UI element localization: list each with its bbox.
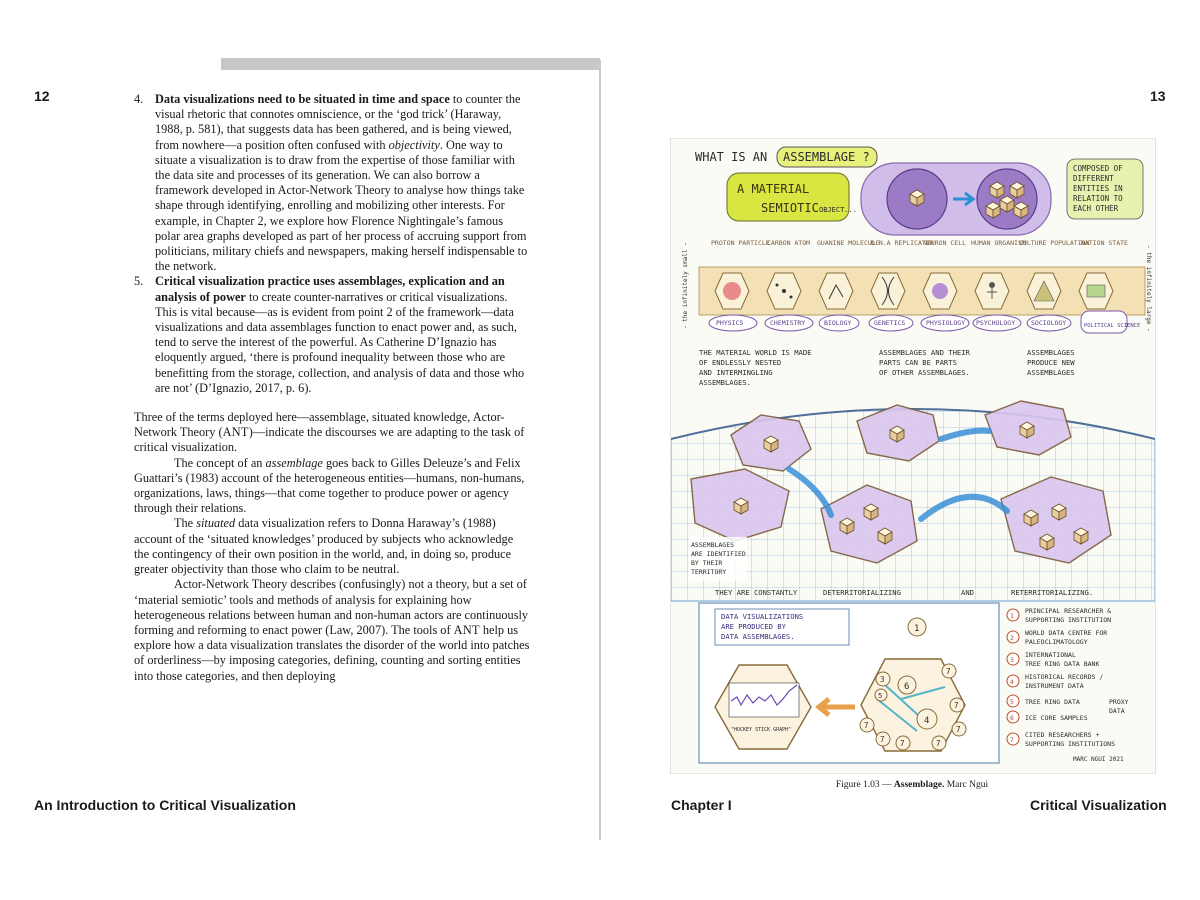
list-text: to create counter-narratives or critical visualizations. This is vital because—as is evident from point 2 of the framework—data visualizations and data assemblages function to enact power and, as such, tend to serve the interest of the powerful. As Catherine D’Ignazio has eloquently argued, ‘there is profound inequality between those who are benefitting from the storage, collection, and analysis of data and those who are not’ (D’Ignazio, 2017, p. 6). [155,289,525,395]
svg-text:ICE CORE SAMPLES: ICE CORE SAMPLES [1025,714,1088,722]
svg-text:PHYSIOLOGY: PHYSIOLOGY [926,319,966,327]
svg-text:TERRITORY: TERRITORY [691,568,727,576]
svg-text:PALEOCLIMATOLOGY: PALEOCLIMATOLOGY [1025,638,1088,646]
figure-caption: Figure 1.03 — Assemblage. Marc Ngui [835,780,989,790]
svg-text:1: 1 [1010,612,1014,620]
svg-text:NATION STATE: NATION STATE [1081,239,1128,247]
svg-text:PROXY: PROXY [1109,698,1129,706]
list-item [134,92,530,274]
svg-text:2: 2 [1010,634,1014,642]
legend [1007,607,1129,748]
svg-text:OF OTHER ASSEMBLAGES.: OF OTHER ASSEMBLAGES. [879,368,970,377]
top-rule [221,58,600,70]
svg-text:3: 3 [880,675,885,684]
svg-text:7: 7 [900,739,905,748]
list-item [134,274,530,396]
svg-text:PROTON PARTICLE: PROTON PARTICLE [711,239,770,247]
svg-text:OF ENDLESSLY NESTED: OF ENDLESSLY NESTED [699,358,782,367]
svg-text:ASSEMBLAGES.: ASSEMBLAGES. [699,378,751,387]
body-text [134,92,530,684]
svg-text:7: 7 [954,701,959,710]
list-lead: Critical visualization practice uses assemblages, explication and an analysis of power [155,274,505,304]
list-text: . One way to situate a visualization is to draw from the expertise of those familiar with the data site and processes of its generation. We can also borrow a framework developed in Actor-Network Theory to analyse how things take shape through identifying, enrolling and mobilizing other interests. For example, in Chapter 2, we explore how Florence Nightingale’s famous polar area graphs developed as part of her process of accruing support from politicians, military chiefs and newspapers, making herself indispensable to the network. [155,137,528,274]
list-lead: Data visualizations need to be situated in time and space [155,92,450,106]
svg-text:ASSEMBLAGES: ASSEMBLAGES [691,541,735,549]
svg-text:PSYCHOLOGY: PSYCHOLOGY [976,319,1016,327]
svg-text:CARBON ATOM: CARBON ATOM [767,239,811,247]
statement-produce [1027,348,1075,377]
svg-text:RETERRITORIALIZING.: RETERRITORIALIZING. [1011,588,1094,597]
paragraph: The concept of an assemblage goes back to Gilles Deleuze’s and Felix Guattari’s (1983) account of the heterogeneous entities—humans, non-humans, organizations, laws, things—that come together to produce power or agency through their relations. [134,455,525,516]
svg-text:7: 7 [864,721,869,730]
svg-text:THE MATERIAL WORLD IS MADE: THE MATERIAL WORLD IS MADE [699,348,812,357]
svg-text:BIOLOGY: BIOLOGY [824,319,852,327]
artist-signature: MARC NGUI 2021 [1073,756,1124,763]
page-number-right: 13 [1150,88,1166,104]
svg-text:7: 7 [1010,736,1014,744]
svg-text:SUPPORTING INSTITUTIONS: SUPPORTING INSTITUTIONS [1025,740,1116,748]
svg-text:HISTORICAL RECORDS /: HISTORICAL RECORDS / [1025,673,1104,681]
svg-text:5: 5 [1010,698,1014,706]
svg-text:TREE RING DATA BANK: TREE RING DATA BANK [1025,660,1100,668]
svg-text:PRINCIPAL RESEARCHER &: PRINCIPAL RESEARCHER & [1025,607,1112,615]
composed-of-label: COMPOSED OF DIFFERENT ENTITIES IN RELATION TO EACH OTHER [1073,164,1123,213]
paragraph: Actor-Network Theory describes (confusingly) not a theory, but a set of ‘material semiotic’ tools and methods of analysis for explaining how heterogeneous relations between human and non-human actors are continuously forming and reforming to enact power (Law, 2007). The tools of ANT help us explore how a data visualization translates the disorder of the world into patches of orderliness—by imposing categories, defining, counting and sorting entities into those categories, and then deploying [134,577,530,683]
statement-material-world [699,348,812,387]
svg-text:1: 1 [914,624,920,634]
paragraph: The situated data visualization refers to Donna Haraway’s (1988) account of the ‘situated knowledges’ produced by subjects who acknowledge the contingency of their own position in the world, and, in doing so, produce greater objectivity than those who claim to be neutral. [134,516,514,577]
svg-text:ASSEMBLAGES: ASSEMBLAGES [1027,348,1075,357]
footer-chapter-title: Critical Visualization [1030,797,1167,813]
svg-text:THEY ARE CONSTANTLY: THEY ARE CONSTANTLY [715,588,798,597]
svg-text:6: 6 [1010,714,1014,722]
svg-text:PARTS CAN BE PARTS: PARTS CAN BE PARTS [879,358,957,367]
svg-text:D.N.A REPLICATOR: D.N.A REPLICATOR [871,239,934,247]
label-material: A MATERIAL [737,182,810,196]
svg-text:TREE RING DATA: TREE RING DATA [1025,698,1080,706]
svg-text:AND: AND [961,588,974,597]
hockey-stick-label: "HOCKEY STICK GRAPH" [731,727,792,733]
page-number-left: 12 [34,88,50,104]
title-assemblage: ASSEMBLAGE ? [783,150,870,164]
svg-text:7: 7 [880,735,885,744]
svg-text:ARE IDENTIFIED: ARE IDENTIFIED [691,550,746,558]
svg-text:ASSEMBLAGES: ASSEMBLAGES [1027,368,1075,377]
svg-text:NEURON CELL: NEURON CELL [923,239,967,247]
svg-text:INSTRUMENT DATA: INSTRUMENT DATA [1025,682,1084,690]
svg-text:ASSEMBLAGES AND THEIR: ASSEMBLAGES AND THEIR [879,348,970,357]
label-object: OBJECT... [819,206,857,214]
svg-text:6: 6 [904,682,910,692]
side-label-small: - the infinitely small - [682,242,689,329]
svg-text:CULTURE POPULATION: CULTURE POPULATION [1019,239,1090,247]
svg-text:CITED RESEARCHERS +: CITED RESEARCHERS + [1025,731,1100,739]
svg-text:HUMAN ORGANISM: HUMAN ORGANISM [971,239,1026,247]
label-semiotic: SEMIOTIC [761,201,819,215]
svg-text:PRODUCE NEW: PRODUCE NEW [1027,358,1075,367]
emphasis: objectivity [388,137,440,152]
side-label-large: - the infinitely large - [1145,245,1152,332]
svg-text:SOCIOLOGY: SOCIOLOGY [1031,319,1067,327]
svg-text:AND INTERMINGLING: AND INTERMINGLING [699,368,773,377]
svg-text:4: 4 [924,716,930,726]
svg-text:SUPPORTING INSTITUTION: SUPPORTING INSTITUTION [1025,616,1112,624]
svg-text:7: 7 [936,739,941,748]
svg-text:INTERNATIONAL: INTERNATIONAL [1025,651,1076,659]
scale-labels [711,239,1128,247]
list-text: to counter the visual rhetoric that connotes omniscience, or the ‘god trick’ (Haraway, 1988, p. 581), that suggests data has been gathered, and is being viewed, from nowhere—a position often confused with [155,92,521,152]
svg-text:DETERRITORIALIZING: DETERRITORIALIZING [823,588,901,597]
svg-text:5: 5 [878,692,883,700]
svg-text:DATA: DATA [1109,707,1125,715]
svg-text:3: 3 [1010,656,1014,664]
title-what-is-an: WHAT IS AN [695,150,768,164]
svg-text:GENETICS: GENETICS [874,319,906,327]
svg-text:4: 4 [1010,678,1014,686]
svg-text:7: 7 [946,667,951,676]
list-number: 5. [134,274,144,289]
list-number: 4. [134,92,144,106]
svg-text:PHYSICS: PHYSICS [716,319,744,327]
svg-text:CHEMISTRY: CHEMISTRY [770,319,806,327]
svg-text:7: 7 [956,725,961,734]
svg-text:ARE PRODUCED BY: ARE PRODUCED BY [721,622,786,631]
paragraph: Three of the terms deployed here—assemblage, situated knowledge, Actor-Network Theory (ANT)—indicate the discourses we are adapting to the task of critical visualization. [134,410,525,455]
territory-label [689,537,747,581]
statement-parts [879,348,971,377]
assemblage-illustration [670,138,1156,774]
svg-text:POLITICAL SCIENCE: POLITICAL SCIENCE [1084,323,1141,329]
footer-book-title: An Introduction to Critical Visualization [34,797,296,813]
svg-text:BY THEIR: BY THEIR [691,559,723,567]
page-gutter [599,60,601,840]
svg-text:WORLD DATA CENTRE FOR: WORLD DATA CENTRE FOR [1025,629,1108,637]
svg-text:DATA VISUALIZATIONS: DATA VISUALIZATIONS [721,612,804,621]
footer-chapter: Chapter I [671,797,732,813]
svg-text:GUANINE MOLECULE: GUANINE MOLECULE [817,239,880,247]
svg-text:DATA ASSEMBLAGES.: DATA ASSEMBLAGES. [721,632,795,641]
